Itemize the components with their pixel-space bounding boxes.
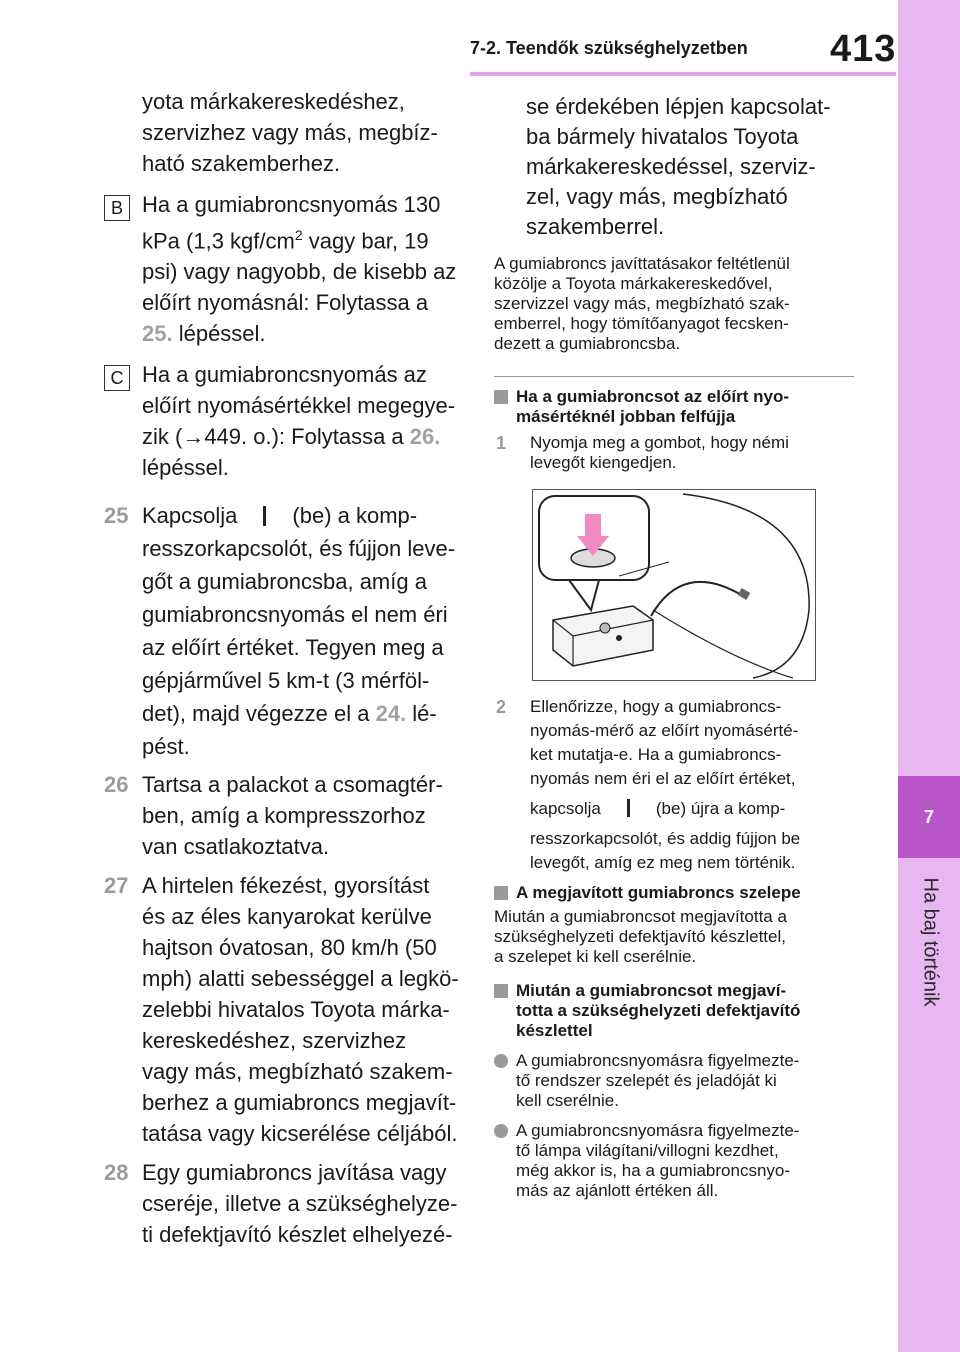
- step-number: 2: [496, 697, 507, 717]
- text-line: előírt nyomásértékkel megegye-: [142, 393, 456, 419]
- overinflation-heading: [494, 387, 854, 427]
- text-line: zik (→449. o.): Folytassa a 26.: [142, 424, 441, 450]
- text-line: nyomás nem éri el az előírt értéket,: [530, 769, 796, 788]
- text-line: szervizhez vagy más, megbíz-: [142, 120, 438, 145]
- after-repair-heading: [494, 981, 854, 1041]
- text-line: det), majd végezze el a 24. lé-: [142, 701, 437, 727]
- valve-heading: [494, 883, 854, 903]
- substep-2: [494, 695, 854, 875]
- text-line: 25. lépéssel.: [142, 321, 266, 347]
- text-line: Egy gumiabroncs javítása vagy: [142, 1160, 447, 1186]
- text-line: szükséghelyzeti defektjavító készlettel,: [494, 927, 786, 946]
- text-line: tő lámpa világítani/villogni kezdhet,: [516, 1141, 779, 1160]
- square-bullet-icon: [494, 886, 508, 900]
- compressor-illustration-icon: [533, 490, 815, 680]
- text-line: A gumiabroncsnyomásra figyelmezte-: [516, 1121, 800, 1140]
- text-line: még akkor is, ha a gumiabroncsnyo-: [516, 1161, 791, 1180]
- square-bullet-icon: [494, 390, 508, 404]
- text-line: vagy más, megbízható szakem-: [142, 1059, 453, 1085]
- text-line: totta a szükséghelyzeti defektjavító: [516, 1001, 801, 1020]
- text-line: Miután a gumiabroncsot megjaví-: [516, 981, 787, 1000]
- text-line: zelebbi hivatalos Toyota márka-: [142, 997, 450, 1023]
- step-reference-link[interactable]: 25.: [142, 321, 173, 347]
- valve-paragraph: [494, 907, 854, 967]
- bullet-item: [494, 1051, 854, 1111]
- text-line: zel, vagy más, megbízható: [526, 184, 788, 209]
- text-line: se érdekében lépjen kapcsolat-: [526, 94, 831, 119]
- text-line: tatása vagy kicserélése céljából.: [142, 1121, 458, 1147]
- step-number: 28: [104, 1160, 129, 1186]
- step-25: [104, 499, 466, 763]
- substep-1: [494, 433, 854, 473]
- section-title: 7-2. Teendők szükséghelyzetben: [470, 38, 748, 58]
- text-line: előírt nyomásnál: Folytassa a: [142, 290, 429, 316]
- repair-note: [494, 254, 854, 354]
- text-line: tő rendszer szelepét és jeladóját ki: [516, 1071, 777, 1090]
- section-divider: [494, 376, 854, 377]
- text-line: más az ajánlott értéken áll.: [516, 1181, 719, 1200]
- on-switch-icon: [627, 799, 630, 817]
- step-number: 1: [496, 433, 507, 453]
- text-line: lépéssel.: [142, 455, 229, 481]
- text-line: ti defektjavító készlet elhelyezé-: [142, 1222, 453, 1248]
- step-28-continuation: [494, 92, 854, 242]
- step-number: 26: [104, 772, 129, 798]
- step-number: 27: [104, 873, 129, 899]
- page-number: 413: [830, 28, 897, 70]
- text-line: resszorkapcsolót, és fújjon leve-: [142, 536, 456, 562]
- step-reference-link[interactable]: 24.: [375, 701, 407, 727]
- text-line: levegőt, amíg ez meg nem történik.: [530, 853, 796, 872]
- text-line: márkakereskedéssel, szerviz-: [526, 154, 816, 179]
- text-line: mph) alatti sebességgel a legkö-: [142, 966, 459, 992]
- case-b: [104, 189, 466, 349]
- step-27: [104, 870, 466, 1149]
- bullet-item: [494, 1121, 854, 1201]
- chapter-sidebar: [898, 0, 960, 1352]
- square-bullet-icon: [494, 984, 508, 998]
- text-line: ket mutatja-e. Ha a gumiabroncs-: [530, 745, 782, 764]
- step-26: [104, 769, 466, 862]
- case-c-label: C: [104, 365, 130, 391]
- text-line: gőt a gumiabroncsba, amíg a: [142, 569, 427, 595]
- text-line: pést.: [142, 734, 190, 760]
- text-line: Ellenőrizze, hogy a gumiabroncs-: [530, 697, 782, 716]
- text-line: levegőt kiengedjen.: [530, 453, 677, 472]
- text-line: az előírt értéket. Tegyen meg a: [142, 635, 444, 661]
- text-line: resszorkapcsolót, és addig fújjon be: [530, 829, 801, 848]
- text-line: készlettel: [516, 1021, 593, 1040]
- text-line: berhez a gumiabroncs megjavít-: [142, 1090, 457, 1116]
- text-line: emberrel, hogy tömítőanyagot fecsken-: [494, 314, 789, 333]
- text-line: Ha a gumiabroncsnyomás az: [142, 362, 427, 388]
- text-line: és az éles kanyarokat kerülve: [142, 904, 432, 930]
- text-line: kPa (1,3 kgf/$cm^2$ vagy bar, 19: [142, 227, 429, 254]
- text-line: psi) vagy nagyobb, de kisebb az: [142, 259, 457, 285]
- text-line: Miután a gumiabroncsot megjavította a: [494, 907, 787, 926]
- step-28: [104, 1157, 466, 1250]
- text-line: szervizzel vagy más, megbízható szak-: [494, 294, 790, 313]
- text-line: gumiabroncsnyomás el nem éri: [142, 602, 448, 628]
- compressor-release-illustration: [532, 489, 816, 681]
- text-line: A hirtelen fékezést, gyorsítást: [142, 873, 430, 899]
- text-line: ba bármely hivatalos Toyota: [526, 124, 799, 149]
- text-line: Ha a gumiabroncsot az előírt nyo-: [516, 387, 789, 406]
- text-line: kell cserélnie.: [516, 1091, 619, 1110]
- text-line: ben, amíg a kompresszorhoz: [142, 803, 426, 829]
- text-line: A gumiabroncs javíttatásakor feltétlenül: [494, 254, 790, 273]
- text-line: A gumiabroncsnyomásra figyelmezte-: [516, 1051, 800, 1070]
- text-line: kereskedéshez, szervizhez: [142, 1028, 407, 1054]
- text-line: van csatlakoztatva.: [142, 834, 330, 860]
- step-number: 25: [104, 503, 129, 529]
- text-line: yota márkakereskedéshez,: [142, 89, 405, 114]
- text-line: cseréje, illetve a szükséghelyze-: [142, 1191, 458, 1217]
- case-c: [104, 359, 466, 483]
- text-line: A megjavított gumiabroncs szelepe: [516, 883, 801, 902]
- text-line: Nyomja meg a gombot, hogy némi: [530, 433, 789, 452]
- text-line: közölje a Toyota márkakereskedővel,: [494, 274, 773, 293]
- text-line: dezett a gumiabroncsba.: [494, 334, 681, 353]
- right-column: [494, 92, 854, 1201]
- intro-continuation: [142, 86, 466, 179]
- text-line: nyomás-mérő az előírt nyomásérté-: [530, 721, 799, 740]
- text-line: szakemberrel.: [526, 214, 665, 239]
- text-line: a szelepet ki kell cserélnie.: [494, 947, 697, 966]
- text-line: Kapcsolja (be) a komp-: [142, 503, 418, 529]
- chapter-number-tab[interactable]: 7: [898, 776, 960, 858]
- chapter-title: Ha baj történik: [919, 877, 942, 1007]
- round-bullet-icon: [494, 1054, 508, 1068]
- text-line: kapcsolja (be) újra a komp-: [530, 799, 786, 818]
- on-switch-icon: [263, 506, 266, 526]
- round-bullet-icon: [494, 1124, 508, 1138]
- step-reference-link[interactable]: 26.: [409, 424, 441, 450]
- header-rule: [470, 72, 896, 76]
- text-line: hajtson óvatosan, 80 km/h (50: [142, 935, 437, 961]
- text-line: Ha a gumiabroncsnyomás 130: [142, 192, 441, 217]
- text-line: ható szakemberhez.: [142, 151, 341, 176]
- text-line: másértéknél jobban felfújja: [516, 407, 736, 426]
- left-column: [104, 86, 466, 1250]
- text-line: Tartsa a palackot a csomagtér-: [142, 772, 443, 798]
- text-line: gépjárművel 5 km-t (3 mérföl-: [142, 668, 430, 694]
- case-b-label: B: [104, 195, 130, 221]
